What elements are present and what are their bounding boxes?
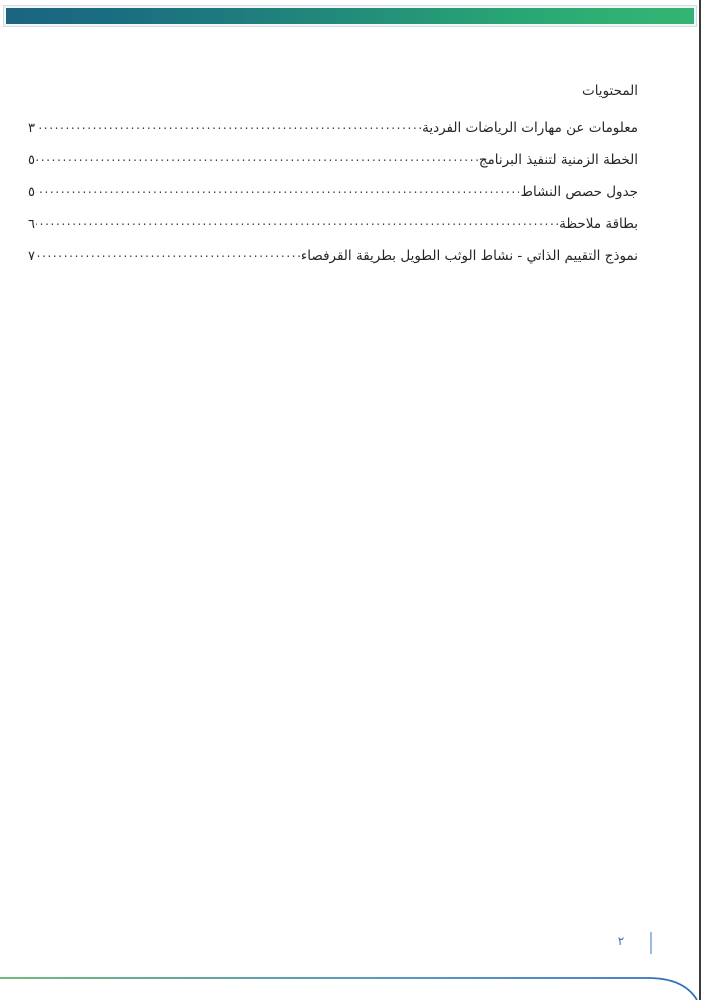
right-edge-rule [699,0,701,1000]
toc-leader-dots [36,118,421,132]
page-title: المحتويات [581,83,638,99]
toc-entry-page-number: ٣ [28,121,35,136]
toc-entry[interactable] [28,246,638,278]
toc-entry-label: بطاقة ملاحظة [559,216,638,232]
footer-page-number: ٢ [617,934,625,948]
toc-entry-page-number: ٥ [28,185,35,200]
toc-entry[interactable] [28,150,638,182]
toc-leader-dots [36,246,300,260]
header-banner-gradient [6,8,694,24]
toc-entry[interactable] [28,118,638,150]
header-banner [4,6,696,26]
toc-entry-label: جدول حصص النشاط [520,184,638,200]
table-of-contents [28,118,638,278]
toc-entry-page-number: ٧ [28,249,35,264]
toc-leader-dots [36,150,478,164]
toc-entry-label: معلومات عن مهارات الرياضات الفردية [422,120,638,136]
toc-entry-page-number: ٦ [28,217,35,232]
toc-leader-dots [36,182,520,196]
toc-entry[interactable] [28,182,638,214]
toc-entry-page-number: ٥ [28,153,35,168]
footer-decorative-curve [0,955,704,1000]
toc-entry[interactable] [28,214,638,246]
toc-leader-dots [36,214,558,228]
footer-page-number-rule [650,932,652,954]
toc-entry-label: نموذج التقييم الذاتي - نشاط الوثب الطويل بطريقة القرفصاء [300,248,638,264]
toc-entry-label: الخطة الزمنية لتنفيذ البرنامج [478,152,638,168]
